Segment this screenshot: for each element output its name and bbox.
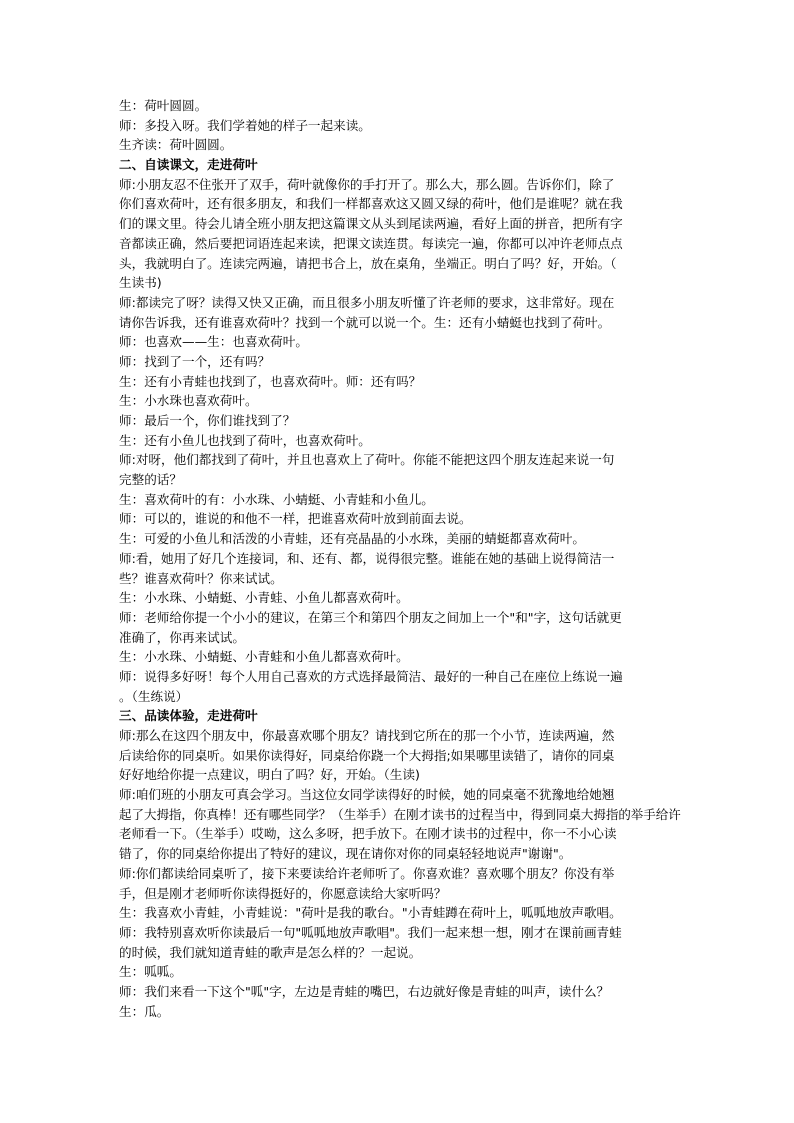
text-line: 师:咱们班的小朋友可真会学习。当这位女同学读得好的时候，她的同桌毫不犹豫地给她翘 xyxy=(119,787,615,803)
text-line: 头，我就明白了。连读完两遍，请把书合上，放在桌角，坐端正。明白了吗？好，开始。（ xyxy=(119,255,617,271)
text-line: 准确了，你再来试试。 xyxy=(119,629,245,645)
text-line: 师：找到了一个，还有吗？ xyxy=(119,353,271,369)
text-line: 的时候，我们就知道青蛙的歌声是怎么样的？一起说。 xyxy=(119,944,422,960)
text-line: 师：我们来看一下这个"呱"字，左边是青蛙的嘴巴，右边就好像是青蛙的叫声，读什么？ xyxy=(119,983,610,999)
text-line: 好好地给你提一点建议，明白了吗？好，开始。（生读) xyxy=(119,767,420,783)
text-line: 师：说得多好呀！每个人用自己喜欢的方式选择最简洁、最好的一种自己在座位上练说一遍 xyxy=(119,668,623,684)
text-line: 生：呱呱。 xyxy=(119,964,182,980)
text-line: 生：喜欢荷叶的有：小水珠、小蜻蜓、小青蛙和小鱼儿。 xyxy=(119,491,434,507)
text-line: 生：还有小青蛙也找到了，也喜欢荷叶。师：还有吗？ xyxy=(119,373,422,389)
text-line: 后读给你的同桌听。如果你读得好，同桌给你跷一个大拇指;如果哪里读错了，请你的同桌 xyxy=(119,747,615,763)
text-line: 请你告诉我，还有谁喜欢荷叶？找到一个就可以说一个。生：还有小蜻蜓也找到了荷叶。 xyxy=(119,314,611,330)
text-line: 你们喜欢荷叶，还有很多朋友，和我们一样都喜欢这又圆又绿的荷叶，他们是谁呢？就在我 xyxy=(119,196,623,212)
text-line: 师：老师给你提一个小小的建议，在第三个和第四个朋友之间加上一个"和"字，这句话就更 xyxy=(119,609,622,625)
text-line: 师：多投入呀。我们学着她的样子一起来读。 xyxy=(119,117,371,133)
text-line: 错了，你的同桌给你提出了特好的建议，现在请你对你的同桌轻轻地说声"谢谢"。 xyxy=(119,846,572,862)
text-line: 生齐读：荷叶圆圆。 xyxy=(119,137,233,153)
text-line: 师：最后一个，你们谁找到了？ xyxy=(119,413,296,428)
document-page xyxy=(119,96,681,1021)
text-line: 手，但是刚才老师听你读得挺好的，你愿意读给大家听吗？ xyxy=(119,885,447,901)
text-line: 师:都读完了呀？读得又快又正确，而且很多小朋友听懂了许老师的要求，这非常好。现在 xyxy=(119,294,615,310)
text-line: 生：小水珠、小蜻蜓、小青蛙和小鱼儿都喜欢荷叶。 xyxy=(119,649,409,665)
text-line: 生：小水珠、小蜻蜓、小青蛙、小鱼儿都喜欢荷叶。 xyxy=(119,590,409,606)
text-line: 师:小朋友忍不住张开了双手，荷叶就像你的手打开了。那么大，那么圆。告诉你们，除了 xyxy=(119,176,615,192)
text-line: 生：瓜。 xyxy=(119,1003,170,1019)
text-line: 师:那么在这四个朋友中，你最喜欢哪个朋友？请找到它所在的那一个小节，连读两遍，然 xyxy=(119,728,615,743)
text-line: 师：可以的，谁说的和他不一样，把谁喜欢荷叶放到前面去说。 xyxy=(119,511,472,527)
text-line: 生：可爱的小鱼儿和活泼的小青蛙，还有亮晶晶的小水珠，美丽的蜻蜓都喜欢荷叶。 xyxy=(119,531,585,547)
text-line: 师:对呀，他们都找到了荷叶，并且也喜欢上了荷叶。你能不能把这四个朋友连起来说一句 xyxy=(119,452,615,468)
text-line: 音都读正确，然后要把词语连起来读，把课文读连贯。每读完一遍，你都可以冲许老师点点 xyxy=(119,235,623,251)
text-line: 师:你们都读给同桌听了，接下来要读给许老师听了。你喜欢谁？喜欢哪个朋友？你没有举 xyxy=(119,865,615,881)
text-line: 们的课文里。待会儿请全班小朋友把这篇课文从头到尾读两遍，看好上面的拼音，把所有字 xyxy=(119,216,623,232)
text-line: 老师看一下。（生举手）哎呦，这么多呀，把手放下。在刚才读书的过程中，你一不小心读 xyxy=(119,826,617,842)
text-line: 些？谁喜欢荷叶？你来试试。 xyxy=(119,570,283,586)
text-line: 生：我喜欢小青蛙，小青蛙说："荷叶是我的歌台。"小青蛙蹲在荷叶上，呱呱地放声歌唱。 xyxy=(119,905,622,921)
text-line: 完整的话？ xyxy=(119,472,182,488)
text-line: 生：荷叶圆圆。 xyxy=(119,98,208,113)
text-line: 起了大拇指，你真棒！还有哪些同学？（生举手）在刚才读书的过程当中，得到同桌大拇指的举手给许 xyxy=(119,806,681,822)
text-line: 师：也喜欢——生：也喜欢荷叶。 xyxy=(119,334,308,350)
text-line: 生：小水珠也喜欢荷叶。 xyxy=(119,393,258,409)
text-line: 生读书) xyxy=(119,275,162,291)
section-heading: 三、品读体验，走进荷叶 xyxy=(119,708,258,724)
text-line: 师：我特别喜欢听你读最后一句"呱呱地放声歌唱"。我们一起来想一想，刚才在课前画青蛙 xyxy=(119,924,622,940)
section-heading: 二、自读课文，走进荷叶 xyxy=(119,157,258,173)
text-line: 生：还有小鱼儿也找到了荷叶，也喜欢荷叶。 xyxy=(119,432,371,448)
text-line: 。（生练说） xyxy=(119,688,189,704)
text-line: 师:看，她用了好几个连接词，和、还有、都，说得很完整。谁能在她的基础上说得简洁一 xyxy=(119,550,615,566)
